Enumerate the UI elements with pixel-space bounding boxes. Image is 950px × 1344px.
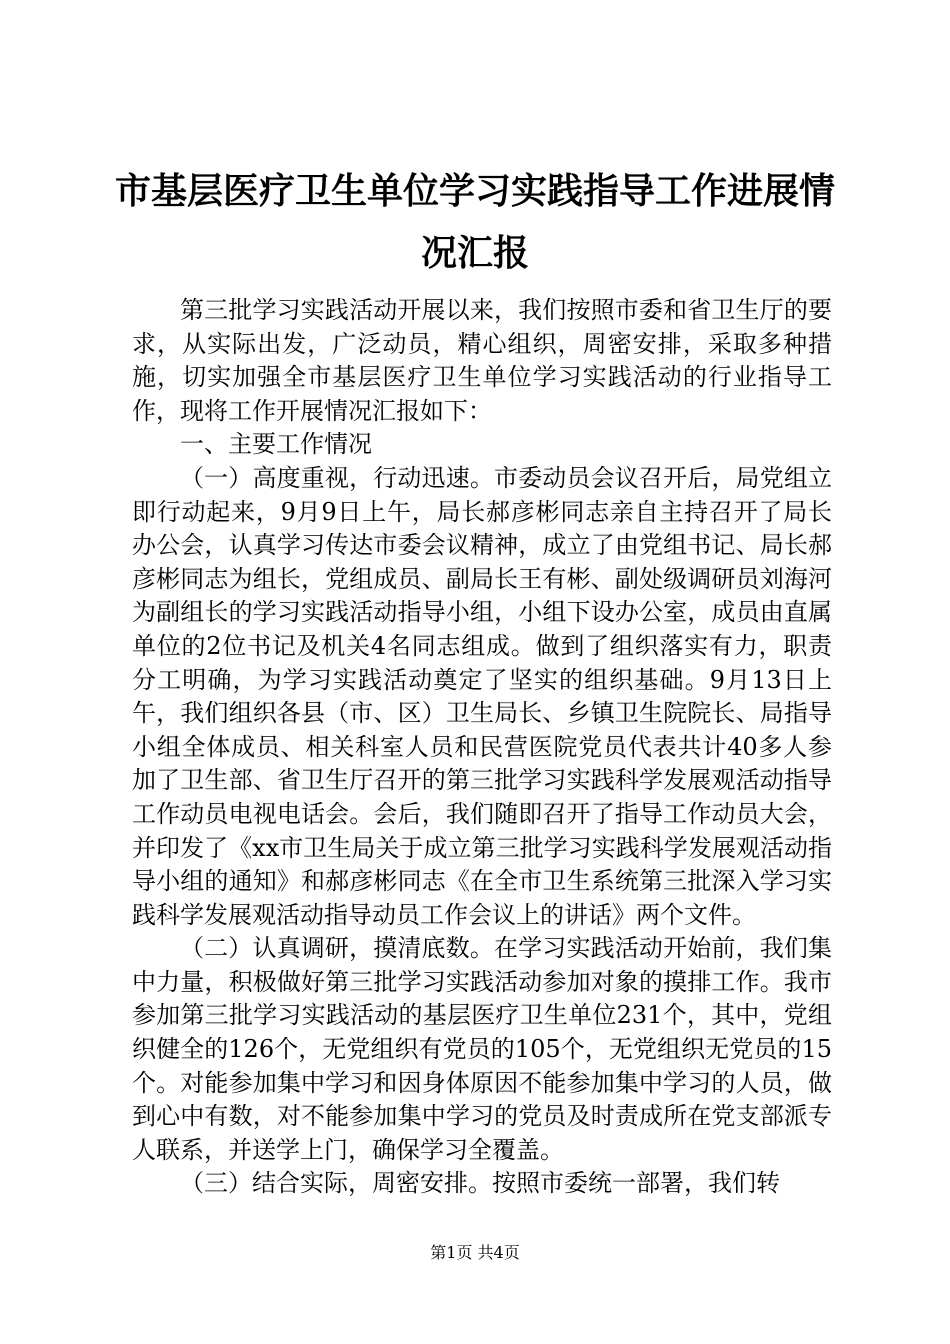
paragraph-one: （一）高度重视，行动迅速。市委动员会议召开后，局党组立即行动起来，9月9日上午，局长郝彦彬同志亲自主持召开了局长办公会，认真学习传达市委会议精神，成立了由党组书记、局长郝彦彬同志为组长，党组成员、副局长王有彬、副处级调研员刘海河为副组长的学习实践活动指导小组，小组下设办公室，成员由直属单位的2位书记及机关4名同志组成。做到了组织落实有力，职责分工明确，为学习实践活动奠定了坚实的组织基础。9月13日上午，我们组织各县（市、区）卫生局长、乡镇卫生院院长、局指导小组全体成员、相关科室人员和民营医院党员代表共计40多人参加了卫生部、省卫生厅召开的第三批学习实践科学发展观活动指导工作动员电视电话会。会后，我们随即召开了指导工作动员大会，并印发了《xx市卫生局关于成立第三批学习实践科学发展观活动指导小组的通知》和郝彦彬同志《在全市卫生系统第三批深入学习实践科学发展观活动指导动员工作会议上的讲话》两个文件。 bbox=[132, 463, 832, 929]
document-body bbox=[132, 294, 832, 1201]
intro-paragraph: 第三批学习实践活动开展以来，我们按照市委和省卫生厅的要求，从实际出发，广泛动员，精心组织，周密安排，采取多种措施，切实加强全市基层医疗卫生单位学习实践活动的行业指导工作，现将工作开展情况汇报如下： bbox=[132, 296, 832, 425]
paragraph-two: （二）认真调研，摸清底数。在学习实践活动开始前，我们集中力量，积极做好第三批学习实践活动参加对象的摸排工作。我市参加第三批学习实践活动的基层医疗卫生单位231个，其中，党组织健全的126个，无党组织有党员的105个，无党组织无党员的15个。对能参加集中学习和因身体原因不能参加集中学习的人员，做到心中有数，对不能参加集中学习的党员及时责成所在党支部派专人联系，并送学上门，确保学习全覆盖。 bbox=[132, 934, 832, 1164]
section-heading: 一、主要工作情况 bbox=[180, 430, 372, 459]
page-footer: 第1页 共4页 bbox=[430, 1243, 520, 1262]
paragraph-three: （三）结合实际，周密安排。按照市委统一部署，我们转 bbox=[180, 1169, 780, 1198]
document-title: 市基层医疗卫生单位学习实践指导工作进展情况汇报 bbox=[114, 170, 835, 274]
